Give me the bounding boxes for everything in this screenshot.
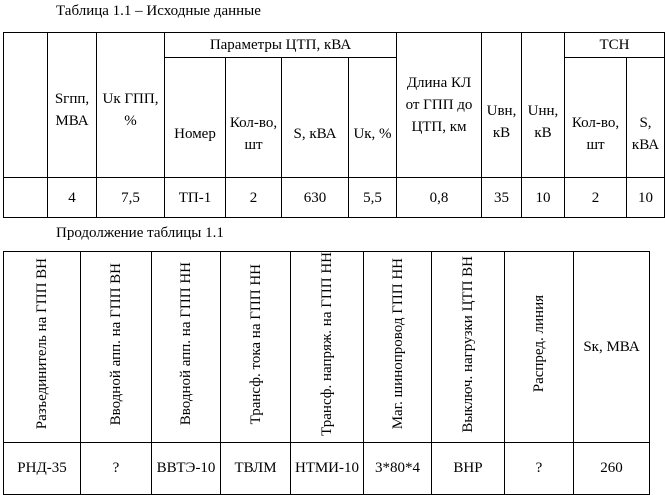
- header-tsn-s: S, кВА: [627, 58, 665, 178]
- header-tsn-group: ТСН: [565, 33, 665, 58]
- cell-tsn-count: 2: [565, 178, 627, 218]
- cell-busbar: 3*80*4: [364, 442, 432, 494]
- header-s-kva: S, кВА: [282, 58, 349, 178]
- header-input-vn: Вводной апп. на ГПП ВН: [81, 252, 152, 443]
- cell-voltage-transformer: НТМИ-10: [291, 442, 364, 494]
- header-ctp-group: Параметры ЦТП, кВА: [165, 33, 397, 58]
- header-uk-percent: Uк, %: [349, 58, 397, 178]
- table1-caption: Таблица 1.1 – Исходные данные: [56, 3, 261, 19]
- cell-load-switch: ВНР: [432, 442, 505, 494]
- header-number: Номер: [165, 58, 226, 178]
- table1-initial-data: [3, 32, 665, 218]
- header-input-nn: Вводной апп. на ГПП НН: [152, 252, 221, 443]
- cell-disconnector: РНД-35: [4, 442, 81, 494]
- header-kl-length: Длина КЛ от ГПП до ЦТП, км: [397, 33, 482, 178]
- cell-kl-length: 0,8: [397, 178, 482, 218]
- header-empty: [4, 33, 48, 178]
- header-tsn-count: Кол-во, шт: [565, 58, 627, 178]
- header-u-nn: Uнн, кВ: [522, 33, 565, 178]
- header-s-gpp: Sгпп, МВА: [48, 33, 97, 178]
- table2-caption: Продолжение таблицы 1.1: [56, 225, 224, 241]
- cell-count: 2: [226, 178, 282, 218]
- cell-u-nn: 10: [522, 178, 565, 218]
- header-sk: Sк, МВА: [574, 252, 650, 443]
- cell-current-transformer: ТВЛМ: [221, 442, 291, 494]
- cell-distribution-line: ?: [505, 442, 574, 494]
- table2-continuation: [3, 251, 650, 495]
- cell-sk: 260: [574, 442, 650, 494]
- header-load-switch: Выключ. нагрузки ЦТП ВН: [432, 252, 505, 443]
- header-count: Кол-во, шт: [226, 58, 282, 178]
- header-u-vn: Uвн, кВ: [482, 33, 522, 178]
- header-uk-gpp: Uк ГПП, %: [97, 33, 165, 178]
- cell-s-kva: 630: [282, 178, 349, 218]
- header-disconnector: Разъединитель на ГПП ВН: [4, 252, 81, 443]
- cell-u-vn: 35: [482, 178, 522, 218]
- cell-input-nn: ВВТЭ-10: [152, 442, 221, 494]
- header-distribution-line: Распред. линия: [505, 252, 574, 443]
- header-current-transformer: Трансф. тока на ГПП НН: [221, 252, 291, 443]
- header-busbar: Маг. шинопровод ГПП НН: [364, 252, 432, 443]
- header-voltage-transformer: Трансф. напряж. на ГПП НН: [291, 252, 364, 443]
- cell-uk-gpp: 7,5: [97, 178, 165, 218]
- cell-number: ТП-1: [165, 178, 226, 218]
- cell-s-gpp: 4: [48, 178, 97, 218]
- cell-tsn-s: 10: [627, 178, 665, 218]
- cell-input-vn: ?: [81, 442, 152, 494]
- cell-empty: [4, 178, 48, 218]
- cell-uk-percent: 5,5: [349, 178, 397, 218]
